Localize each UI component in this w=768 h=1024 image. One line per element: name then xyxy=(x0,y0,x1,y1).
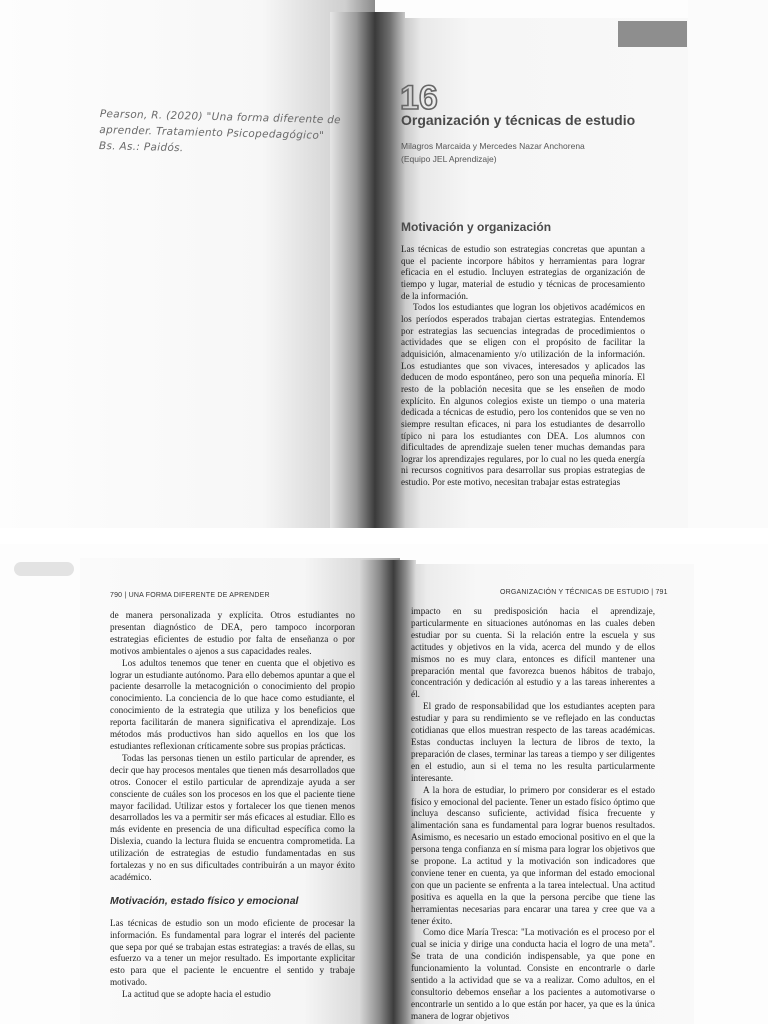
scan-divider xyxy=(0,528,768,544)
top-book-gutter xyxy=(330,12,405,528)
handwritten-line: Bs. As.: Paidós. xyxy=(98,139,184,155)
paragraph: Las técnicas de estudio son un modo eficiente de procesar la información. Es fundamental para lograr el interés del paciente que sepa por qué se trabajan estas estrategias: a través de ellas, su esfuerzo va a tener un mejor resultado. Es importante explicitar esto para que el paciente le encuentre el sentido y trabaje motivado. xyxy=(110,917,355,988)
chapter-header-tab xyxy=(618,21,687,47)
paragraph: Los adultos tenemos que tener en cuenta que el objetivo es lograr un estudiante autónomo. Para ello debemos apuntar a que el paciente desarrolle la metacognición o conocimiento del propio conocimiento. La conciencia de lo que hace como estudiante, el conocimiento de la estrategia que utiliza y los beneficios que reporta facilitarán de manera significativa el aprendizaje. Los métodos más productivos han sido aquellos en los que los estudiantes reflexionan críticamente sobre sus propias prácticas. xyxy=(110,657,355,751)
section-heading: Motivación y organización xyxy=(401,220,552,234)
top-right-margin xyxy=(688,0,768,528)
paragraph: Todos los estudiantes que logran los objetivos académicos en los períodos esperados trabajan ciertas estrategias. Entendemos por estrategias las secuencias integradas de procedimientos o actividades que se eligen con el propósito de facilitar la adquisición, almacenamiento y/o utilización de la información. Los estudiantes que son vivaces, interesados y aplicados las deducen de modo espontáneo, pero son una pequeña minoría. El resto de la población necesita que se les enseñen de modo explícito. En algunos colegios existe un tiempo o una materia dedicada a técnicas de estudio, pero los contenidos que se ven no siempre resultan eficaces, ni para los estudiantes de desarrollo típico ni para los estudiantes con DEA. Los alumnos con dificultades de aprendizaje suelen tener muchas demandas para lograr los aprendizajes regulares, por lo cual no les queda energía ni recursos cognitivos para desarrollar sus propias estrategias de estudio. Por este motivo, necesitan trabajar estas estrategias xyxy=(401,302,645,488)
chapter-title: Organización y técnicas de estudio xyxy=(401,112,636,128)
author-line: (Equipo JEL Aprendizaje) xyxy=(401,154,497,164)
handwritten-reference-note xyxy=(99,106,350,161)
paragraph: Todas las personas tienen un estilo particular de aprender, es decir que hay procesos mentales que tienen más desarrollados que otros. Conocer el estilo particular de aprendizaje ayuda a ser consciente de cuáles son los procesos en los que el paciente tiene mayor facilidad. Utilizar estos y fortalecer los que tienen menos desarrollados les va a permitir ser más eficaces al estudiar. Ello es más evidente en presencia de una dificultad específica como la Dislexia, cuando la lectura fluida se encuentra comprometida. La utilización de estrategias de estudio fundamentadas en sus fortalezas y no en sus dificultades contribuirán a un mayor éxito académico. xyxy=(110,752,355,882)
bottom-left-margin xyxy=(0,544,80,1024)
paragraph: impacto en su predisposición hacia el aprendizaje, particularmente en situaciones autónomas en las cuales deben estudiar por su cuenta. Si la relación entre la escuela y sus actitudes y objetivos en la vida, acerca del mundo y de ellos mismos no es muy clara, entonces es difícil mantener una preparación mental que favorezca buenos hábitos de trabajo, concentración y dedicación al estudio y a las tareas inherentes a él. xyxy=(411,606,655,700)
paragraph: A la hora de estudiar, lo primero por considerar es el estado físico y emocional del paciente. Tener un estado físico óptimo que incluya descanso suficiente, actividad física frecuente y alimentación sana es fundamental para lograr buenos resultados. Asimismo, es necesario un estado emocional positivo en el que la persona tenga confianza en sí misma para lograr los objetivos que se propone. La actitud y la motivación son indicadores que conviene tener en cuenta, ya que informan del estado emocional con que un paciente se enfrenta a la tarea intelectual. Una actitud positiva es aquella en la que la persona percibe que tiene las herramientas necesarias para encarar una tarea y cree que va a tener éxito. xyxy=(411,784,655,926)
top-left-page xyxy=(0,0,375,528)
running-head-right: ORGANIZACIÓN Y TÉCNICAS DE ESTUDIO | 791 xyxy=(500,589,668,596)
paragraph: El grado de responsabilidad que los estudiantes acepten para estudiar y para su rendimiento se ve reflejado en las conductas cotidianas que ellos muestran respecto de las tareas académicas. Estas conductas incluyen la lectura de libros de texto, la preparación de clases, terminar las tareas a tiempo y ser diligentes en el estudio, aun si el tema no les resulta particularmente interesante. xyxy=(411,701,655,783)
paragraph: La actitud que se adopte hacia el estudio xyxy=(122,989,271,1000)
scan-smudge xyxy=(14,562,74,576)
bottom-book-gutter xyxy=(360,560,416,1024)
paragraph: de manera personalizada y explícita. Otros estudiantes no presentan diagnóstico de DEA, pero tampoco incorporan estrategias eficientes de estudio por falta de enseñanza o por motivos ambientales o ajenos a sus capacidades reales. xyxy=(110,610,355,656)
bottom-book-spread xyxy=(0,544,768,1024)
chapter-authors xyxy=(401,140,585,166)
section-heading: Motivación, estado físico y emocional xyxy=(110,894,299,907)
paragraph: Como dice María Tresca: "La motivación es el proceso por el cual se inicia y dirige una conducta hacia el logro de una meta". Se trata de una condición indispensable, ya que pone en funcionamiento la voluntad. Consiste en encontrarle o darle sentido a la actividad que se va a realizar. Como adultos, en el consultorio debemos enseñar a los pacientes a automotivarse o encontrarle un sentido a lo que están por hacer, ya que es la única manera de lograr objetivos xyxy=(411,927,655,1021)
left-page-text xyxy=(110,610,355,1001)
running-head-left: 790 | UNA FORMA DIFERENTE DE APRENDER xyxy=(110,592,270,599)
handwritten-line: aprender. Tratamiento Psicopedagógico" xyxy=(99,123,325,142)
author-line: Milagros Marcaida y Mercedes Nazar Anchorena xyxy=(401,141,585,151)
chapter-number-text: 16 xyxy=(400,79,438,112)
handwritten-line: Pearson, R. (2020) "Una forma diferente de xyxy=(99,107,342,127)
paragraph: Las técnicas de estudio son estrategias concretas que apuntan a que el paciente incorpore hábitos y herramientas para lograr eficacia en el estudio. Incluyen estrategias de organización de tiempo y lugar, material de estudio y técnicas de procesamiento de la información. xyxy=(401,244,645,301)
chapter-number xyxy=(400,78,452,112)
right-page-text xyxy=(411,606,655,1023)
chapter-intro-text xyxy=(401,244,645,489)
